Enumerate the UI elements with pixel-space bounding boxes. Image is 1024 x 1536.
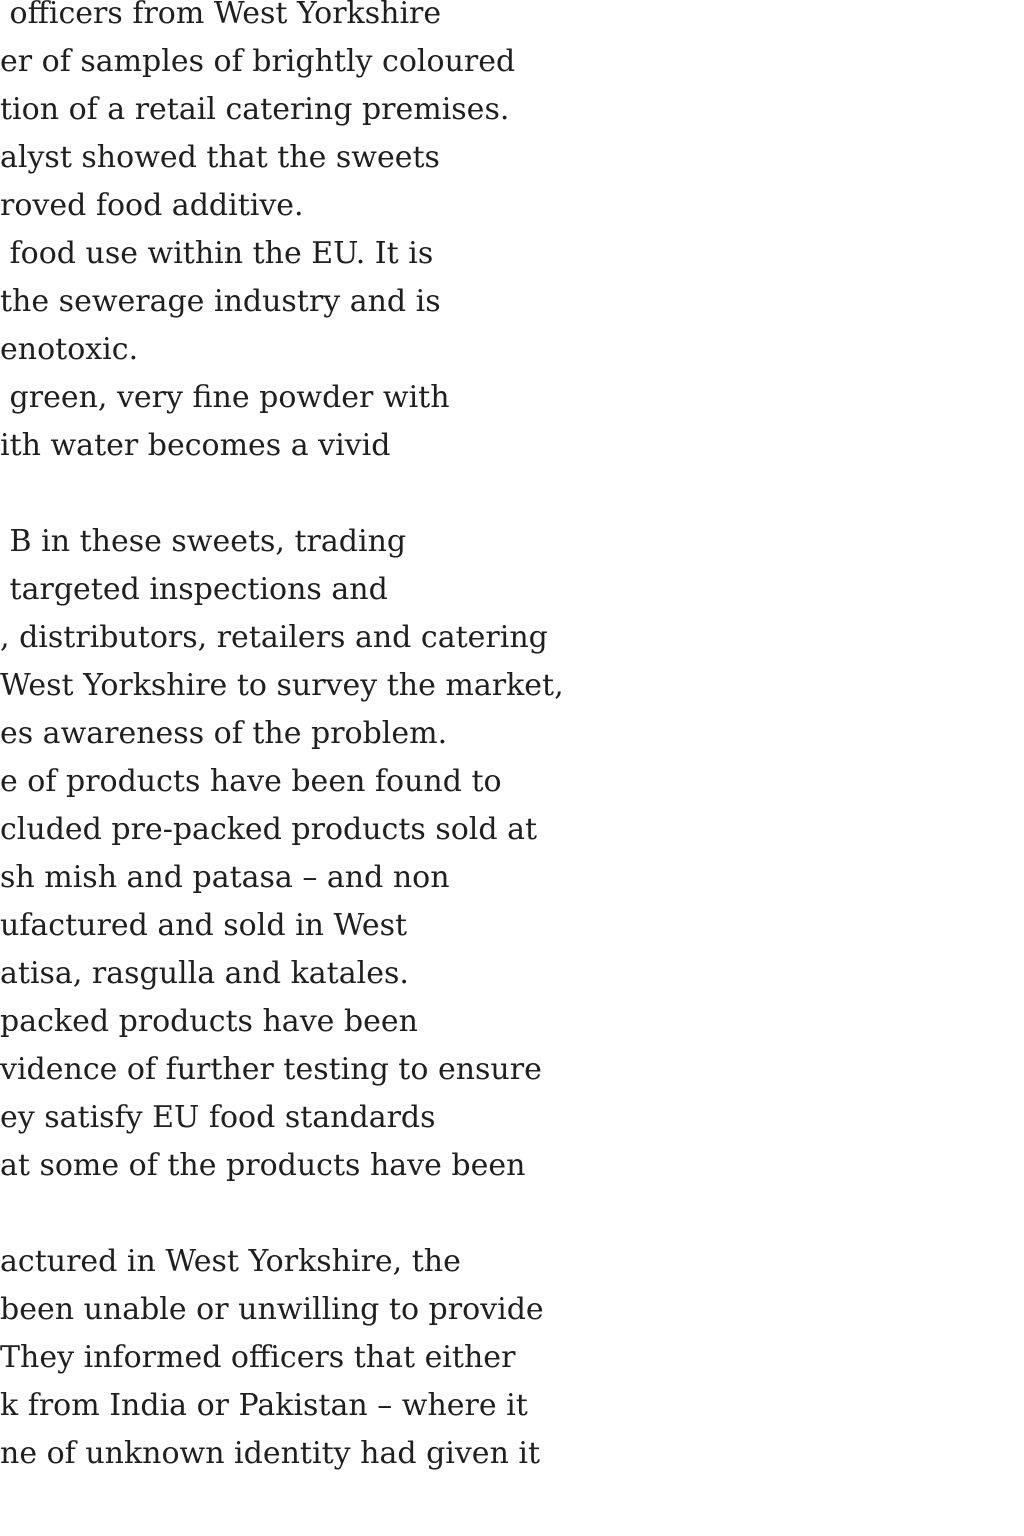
text-line: alyst showed that the sweets [0,140,440,175]
text-line: roved food additive. [0,188,304,223]
text-line: ufactured and sold in West [0,908,408,943]
text-line: packed products have been [0,1004,418,1039]
text-line: ith water becomes a vivid [0,428,391,463]
text-line: , distributors, retailers and catering [0,620,548,655]
text-line: B in these sweets, trading [0,524,407,559]
blank-line [0,1190,620,1238]
blank-line [0,1526,620,1536]
text-line: tion of a retail catering premises. [0,92,510,127]
text-line: enotoxic. [0,332,139,367]
text-line: cluded pre-packed products sold at [0,812,538,847]
text-line: been unable or unwilling to provide [0,1292,544,1327]
text-line: es awareness of the problem. [0,716,448,751]
text-line: k from India or Pakistan – where it [0,1388,528,1423]
text-line: atisa, rasgulla and katales. [0,956,409,991]
text-line: at some of the products have been [0,1148,526,1183]
text-line: West Yorkshire to survey the market, [0,668,564,703]
blank-line [0,1478,620,1526]
text-line: food use within the EU. It is [0,236,434,271]
text-line: ne of unknown identity had given it [0,1436,541,1471]
text-line: er of samples of brightly coloured [0,44,516,79]
text-line: They informed officers that either [0,1340,516,1375]
text-line: sh mish and patasa – and non [0,860,450,895]
text-line: e of products have been found to [0,764,502,799]
text-line: officers from West Yorkshire [0,0,442,31]
text-line: the sewerage industry and is [0,284,441,319]
text-line: vidence of further testing to ensure [0,1052,542,1087]
text-line: targeted inspections and [0,572,388,607]
text-line: ey satisfy EU food standards [0,1100,436,1135]
blank-line [0,470,620,518]
text-line: actured in West Yorkshire, the [0,1244,461,1279]
text-line: green, very fine powder with [0,380,450,415]
